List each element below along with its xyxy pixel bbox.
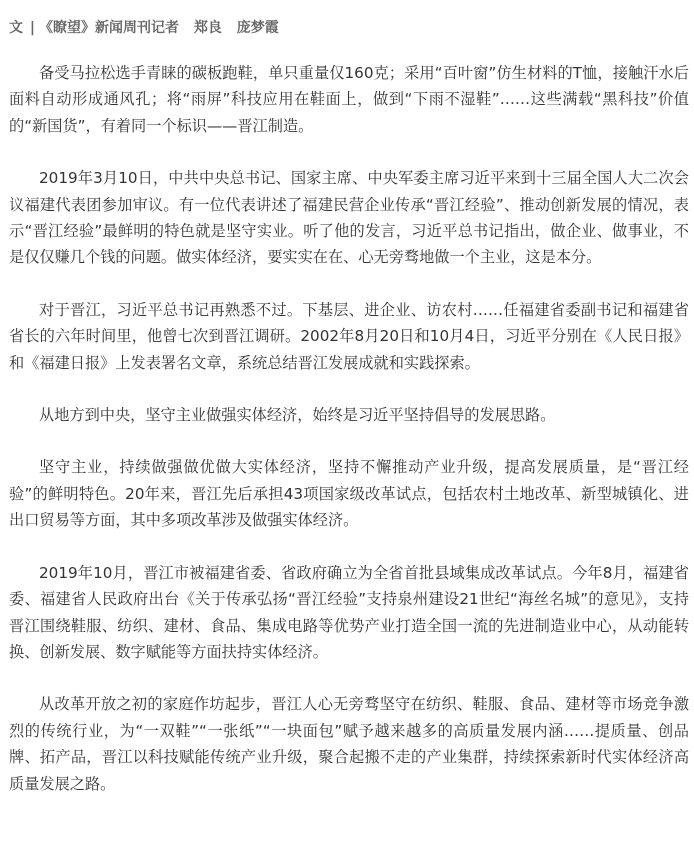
byline-publication: 《瞭望》新闻周刊记者 — [39, 20, 179, 36]
article — [9, 17, 689, 823]
article-paragraph-6: 2019年10月，晋江市被福建省委、省政府确立为全省首批县域集成改革试点。今年8月，福建省委、福建省人民政府出台《关于传承弘扬“晋江经验”支持泉州建设21世纪“海丝名城”的意见》，支持晋江围绕鞋服、纺织、建材、食品、集成电路等优势产业打造全国一流的先进制造业中心，从动能转换、创新发展、数字赋能等方面扶持实体经济。 — [9, 563, 689, 661]
article-paragraph-3: 对于晋江，习近平总书记再熟悉不过。下基层、进企业、访农村……任福建省委副书记和福建省省长的六年时间里，他曾七次到晋江调研。2002年8月20日和10月4日，习近平分别在《人民日报》和《福建日报》上发表署名文章，系统总结晋江发展成就和实践探索。 — [9, 300, 689, 372]
article-paragraph-4: 从地方到中央，坚守主业做强实体经济，始终是习近平坚持倡导的发展思路。 — [39, 406, 556, 425]
article-paragraph-1: 备受马拉松选手青睐的碳板跑鞋，单只重量仅160克；采用“百叶窗”仿生材料的T恤，接触汗水后面料自动形成通风孔；将“雨屏”科技应用在鞋面上，做到“下雨不湿鞋”……这些满载“黑科技”价值的“新国货”，有着同一个标识——晋江制造。 — [9, 64, 689, 135]
byline-author-1: 郑良 — [193, 20, 222, 36]
byline-prefix: 文 — [9, 20, 23, 36]
article-paragraph-2: 2019年3月10日，中共中央总书记、国家主席、中央军委主席习近平来到十三届全国人大二次会议福建代表团参加审议。有一位代表讲述了福建民营企业传承“晋江经验”、推动创新发展的情况，表示“晋江经验”最鲜明的特色就是坚守实业。听了他的发言，习近平总书记指出，做企业、做事业，不是仅仅赚几个钱的问题。做实体经济，要实实在在、心无旁骛地做一个主业，这是本分。 — [9, 169, 689, 267]
article-paragraph-5: 坚守主业，持续做强做优做大实体经济，坚持不懈推动产业升级，提高发展质量，是“晋江经验”的鲜明特色。20年来，晋江先后承担43项国家级改革试点，包括农村土地改革、新型城镇化、进出口贸易等方面，其中多项改革涉及做强实体经济。 — [9, 458, 689, 530]
byline-separator: | — [29, 20, 35, 36]
byline-author-2: 庞梦霞 — [236, 20, 279, 36]
byline — [9, 17, 689, 39]
article-paragraph-7: 从改革开放之初的家庭作坊起步，晋江人心无旁骛坚守在纺织、鞋服、食品、建材等市场竞争激烈的传统行业，为“一双鞋”“一张纸”“一块面包”赋予越来越多的高质量发展内涵……提质量、创品牌、拓产品，晋江以科技赋能传统产业升级，聚合起搬不走的产业集群，持续探索新时代实体经济高质量发展之路。 — [9, 695, 689, 793]
